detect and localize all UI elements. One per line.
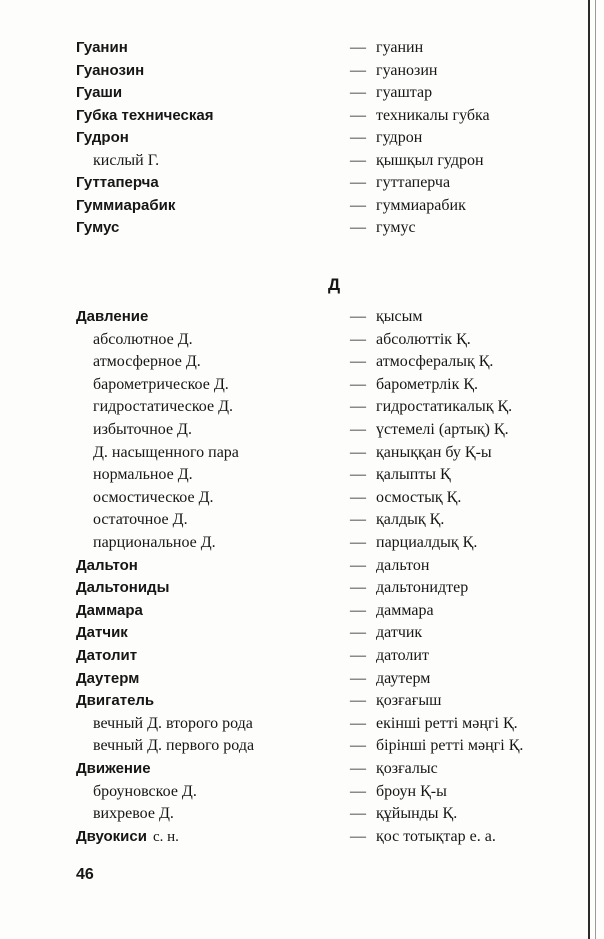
section-heading: Д — [327, 275, 341, 294]
entry-dash: — — [350, 375, 366, 393]
entry-translation: құйынды Қ. — [376, 805, 458, 823]
entry-translation: қалдық Қ. — [376, 511, 445, 529]
dictionary-entry — [0, 37, 580, 59]
entry-term: Д. насыщенного пара — [93, 443, 239, 461]
entry-dash: — — [350, 196, 366, 214]
dictionary-entry — [0, 82, 580, 104]
entry-term: остаточное Д. — [93, 511, 188, 529]
entry-translation: гумус — [376, 219, 416, 236]
entry-translation: техникалы губка — [376, 106, 490, 124]
entry-dash: — — [350, 511, 366, 529]
page-number: 46 — [76, 866, 94, 883]
entry-term: Датолит — [76, 647, 138, 664]
entry-term: абсолютное Д. — [93, 330, 193, 348]
entry-term: Гуаши — [76, 84, 123, 101]
entry-translation: қалыпты Қ — [376, 466, 451, 484]
entry-term: барометрическое Д. — [93, 375, 229, 393]
entry-dash: — — [350, 782, 366, 800]
entry-dash: — — [350, 219, 366, 236]
entry-term: Датчик — [76, 624, 128, 642]
dictionary-entry — [0, 622, 580, 644]
entry-dash: — — [350, 330, 366, 348]
entry-translation: гуттаперча — [376, 174, 451, 191]
entry-term: Дальтон — [76, 556, 138, 574]
entry-translation: гуммиарабик — [376, 196, 466, 214]
entry-dash: — — [350, 624, 366, 642]
dictionary-entry — [0, 396, 580, 418]
entry-translation: гуанозин — [376, 61, 438, 79]
entry-dash: — — [350, 805, 366, 823]
entry-translation: гудрон — [376, 129, 423, 146]
dictionary-entry — [0, 532, 580, 554]
entry-dash: — — [350, 827, 366, 845]
entry-term: вечный Д. второго рода — [93, 714, 253, 732]
dictionary-entry — [0, 105, 580, 127]
entry-term: Дальтониды — [76, 579, 170, 597]
dictionary-entry — [0, 374, 580, 396]
entry-term: Гуммиарабик — [76, 196, 176, 214]
entry-dash: — — [350, 421, 366, 438]
entry-translation: абсолюттік Қ. — [376, 330, 471, 348]
dictionary-entry — [0, 758, 580, 780]
entry-dash: — — [350, 601, 366, 619]
entry-dash: — — [350, 443, 366, 461]
entry-translation: қаныққан бу Қ-ы — [376, 443, 492, 461]
entry-translation: екінші ретті мәңгі Қ. — [376, 714, 518, 732]
entry-term: парциональное Д. — [93, 534, 216, 551]
dictionary-entry — [0, 127, 580, 149]
entry-term: Губка техническая — [76, 106, 214, 124]
entry-translation: гидростатикалық Қ. — [376, 398, 513, 416]
entry-term: Гудрон — [76, 129, 129, 146]
entry-term: Двуокиси — [76, 827, 147, 845]
dictionary-entry — [0, 713, 580, 735]
entry-term: атмосферное Д. — [93, 353, 201, 371]
entry-term: Давление — [76, 308, 149, 325]
entry-dash: — — [350, 398, 366, 416]
dictionary-entry — [0, 781, 580, 803]
dictionary-entry — [0, 826, 580, 848]
entry-dash: — — [350, 534, 366, 551]
entry-term: Движение — [76, 760, 151, 777]
entry-dash: — — [350, 466, 366, 484]
entry-dash: — — [350, 737, 366, 755]
entry-term: кислый Г. — [93, 151, 160, 169]
entry-term: Даутерм — [76, 669, 140, 687]
entry-dash: — — [350, 129, 366, 146]
entry-dash: — — [350, 579, 366, 597]
entry-translation: датчик — [376, 624, 423, 642]
dictionary-entry — [0, 735, 580, 757]
entry-term: нормальное Д. — [93, 466, 193, 484]
dictionary-entry — [0, 600, 580, 622]
dictionary-entry — [0, 509, 580, 531]
entry-dash: — — [350, 84, 366, 101]
dictionary-entry — [0, 306, 580, 328]
entry-dash: — — [350, 556, 366, 574]
entry-dash: — — [350, 39, 366, 56]
dictionary-entry — [0, 803, 580, 825]
entry-dash: — — [350, 151, 366, 169]
entry-translation: бірінші ретті мәңгі Қ. — [376, 737, 524, 755]
entry-dash: — — [350, 174, 366, 191]
entry-dash: — — [350, 647, 366, 664]
entry-translation: даммара — [376, 601, 434, 619]
dictionary-entry — [0, 172, 580, 194]
entry-translation: барометрлік Қ. — [376, 375, 479, 393]
entry-translation: қысым — [376, 308, 423, 325]
entry-term: вечный Д. первого рода — [93, 737, 255, 755]
entry-dash: — — [350, 488, 366, 506]
entry-translation: қышқыл гудрон — [376, 151, 484, 169]
entry-term: Гумус — [76, 219, 120, 236]
entry-dash: — — [350, 308, 366, 325]
entry-dash: — — [350, 669, 366, 687]
dictionary-entry — [0, 419, 580, 441]
dictionary-entry — [0, 351, 580, 373]
entry-term: осмостическое Д. — [93, 488, 214, 506]
page-edge-shadow — [595, 0, 596, 939]
entry-translation: осмостық Қ. — [376, 488, 462, 506]
entry-term: Гуттаперча — [76, 174, 159, 191]
entry-translation: атмосфералық Қ. — [376, 353, 494, 371]
dictionary-entry — [0, 577, 580, 599]
entry-translation: қозғағыш — [376, 692, 442, 710]
dictionary-entry — [0, 60, 580, 82]
dictionary-entry — [0, 150, 580, 172]
dictionary-entry — [0, 487, 580, 509]
entry-term: Даммара — [76, 601, 143, 619]
entry-dash: — — [350, 61, 366, 79]
dictionary-entry — [0, 442, 580, 464]
entry-term: Гуанин — [76, 39, 128, 56]
entry-translation: үстемелі (артық) Қ. — [376, 421, 509, 438]
dictionary-entry — [0, 645, 580, 667]
entry-dash: — — [350, 714, 366, 732]
entry-term: Двигатель — [76, 692, 155, 710]
dictionary-entry — [0, 464, 580, 486]
entry-term: Гуанозин — [76, 61, 145, 79]
entry-translation: гуаштар — [376, 84, 433, 101]
entry-dash: — — [350, 353, 366, 371]
dictionary-entry — [0, 668, 580, 690]
entry-dash: — — [350, 760, 366, 777]
entry-translation: гуанин — [376, 39, 424, 56]
entry-term: вихревое Д. — [93, 805, 174, 823]
dictionary-entry — [0, 195, 580, 217]
dictionary-entry — [0, 329, 580, 351]
entry-translation: даутерм — [376, 669, 431, 687]
entry-term: гидростатическое Д. — [93, 398, 234, 416]
entry-dash: — — [350, 106, 366, 124]
dictionary-entry — [0, 690, 580, 712]
entry-translation: датолит — [376, 647, 429, 664]
dictionary-entry — [0, 555, 580, 577]
entry-abbreviation: с. н. — [152, 828, 179, 845]
entry-dash: — — [350, 692, 366, 710]
entry-term: броуновское Д. — [93, 782, 197, 800]
page-edge-rule — [588, 0, 590, 939]
entry-translation: броун Қ-ы — [376, 782, 447, 800]
entry-translation: қозғалыс — [376, 760, 438, 777]
entry-translation: қос тотықтар е. а. — [376, 827, 496, 845]
entry-translation: парциалдық Қ. — [376, 534, 478, 551]
entry-term: избыточное Д. — [93, 421, 192, 438]
entry-translation: дальтонидтер — [376, 579, 469, 597]
dictionary-entry — [0, 217, 580, 239]
entry-translation: дальтон — [376, 556, 430, 574]
